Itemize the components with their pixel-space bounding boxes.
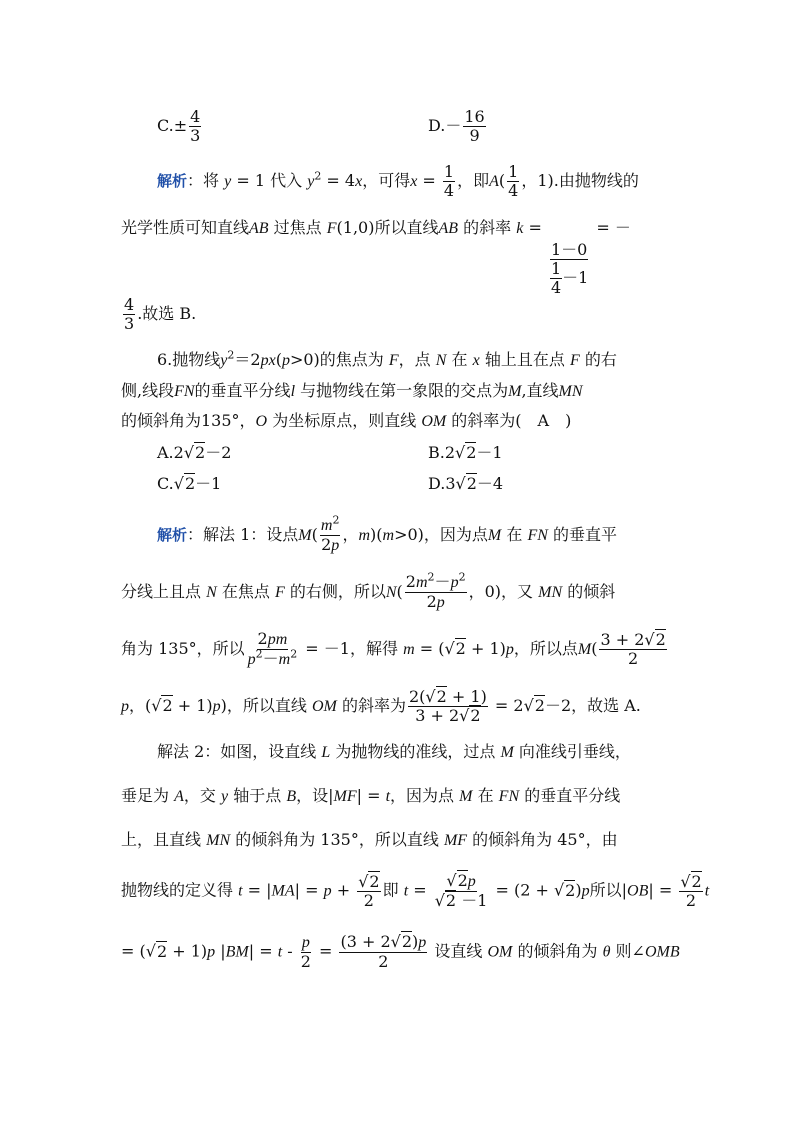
option-d-prev (428, 108, 488, 145)
question6-line1: 6.抛物线$y^2=2px(p>0)$的焦点为 F，点 N 在 x 轴上且在点 F 的右 (157, 348, 617, 369)
analysis-label: 解析 (157, 172, 188, 190)
option-c-label: C.± (157, 116, 188, 135)
method2-line2: 垂足为 A，交 y 轴于点 B，设|MF| = t，因为点 M 在 FN 的垂直平分线 (121, 786, 621, 805)
method2-line5: = (√2 + 1)p |BM| = t - $\frac{p}{2}$ = $\frac{(3 + 2√2)p}{2}$ 设直线 OM 的倾斜角为 θ 则∠OMB (121, 932, 680, 971)
method2-line3: 上，且直线 MN 的倾斜角为 135°，所以直线 MF 的倾斜角为 45°，由 (121, 830, 618, 849)
option-b: B.2√2－1 (428, 443, 503, 462)
option-a: A.2√2－2 (157, 443, 232, 462)
analysis-label-2: 解析 (157, 526, 188, 544)
analysis1-line3: $\frac{4}{3}$ .故选 B. (124, 295, 197, 333)
analysis1-line2: 光学性质可知直线AB 过焦点 F(1,0)所以直线AB 的斜率 k = 1－0 $\frac{1}{4}$ －1 = － (121, 218, 631, 297)
option-c-prev (157, 108, 203, 145)
analysis2-line3: 角为 135°，所以 $\frac{2pm}{p^2-m^2}$ = －1，解得 m = (√2 + 1)p，所以点M( $\frac{3 + 2√2}{2}$ (121, 629, 666, 668)
analysis2-line1: 解析：解法 1：设点M( $\frac{m^2}{2p}$ ，m)(m>0)，因为点M 在 FN 的垂直平 (157, 513, 617, 554)
method2-line4: 抛物线的定义得 t = |MA| = p + $\frac{√2}{2}$ 即 t = $\frac{√2p}{√2 -1}$ = (2 + √2)p所以|OB| = $\frac{√2}{2}$ t (121, 871, 710, 910)
option-c-fraction: $\frac{4}{3}$ (190, 107, 201, 145)
option-d-label: D.－ (428, 116, 462, 135)
method2-line1: 解法 2：如图，设直线 L 为抛物线的准线，过点 M 向准线引垂线， (157, 742, 631, 761)
question6-line2: 侧,线段FN的垂直平分线l 与抛物线在第一象限的交点为M,直线MN (121, 381, 583, 400)
analysis1-line1: 解析：将 y = 1 代入 $y^2 = 4x$，可得x = $\frac{1}{4}$ ，即A( $\frac{1}{4}$ ，1).由抛物线的 (157, 162, 639, 200)
analysis2-line2: 分线上且点 N 在焦点 F 的右侧，所以N( $\frac{2m^2-p^2}{2p}$ ，0)，又 MN 的倾斜 (121, 570, 616, 611)
question6-line3: 的倾斜角为135°，O 为坐标原点，则直线 OM 的斜率为( A ) (121, 411, 572, 430)
option-c: C.√2－1 (157, 474, 222, 493)
analysis2-line4: p，(√2 + 1)p)，所以直线 OM 的斜率为 $\frac{2(√2 + 1)}{3 + 2√2}$ = 2√2－2，故选 A. (121, 687, 641, 725)
option-d: D.3√2－4 (428, 474, 504, 493)
option-d-fraction: $\frac{16}{9}$ (464, 107, 485, 145)
